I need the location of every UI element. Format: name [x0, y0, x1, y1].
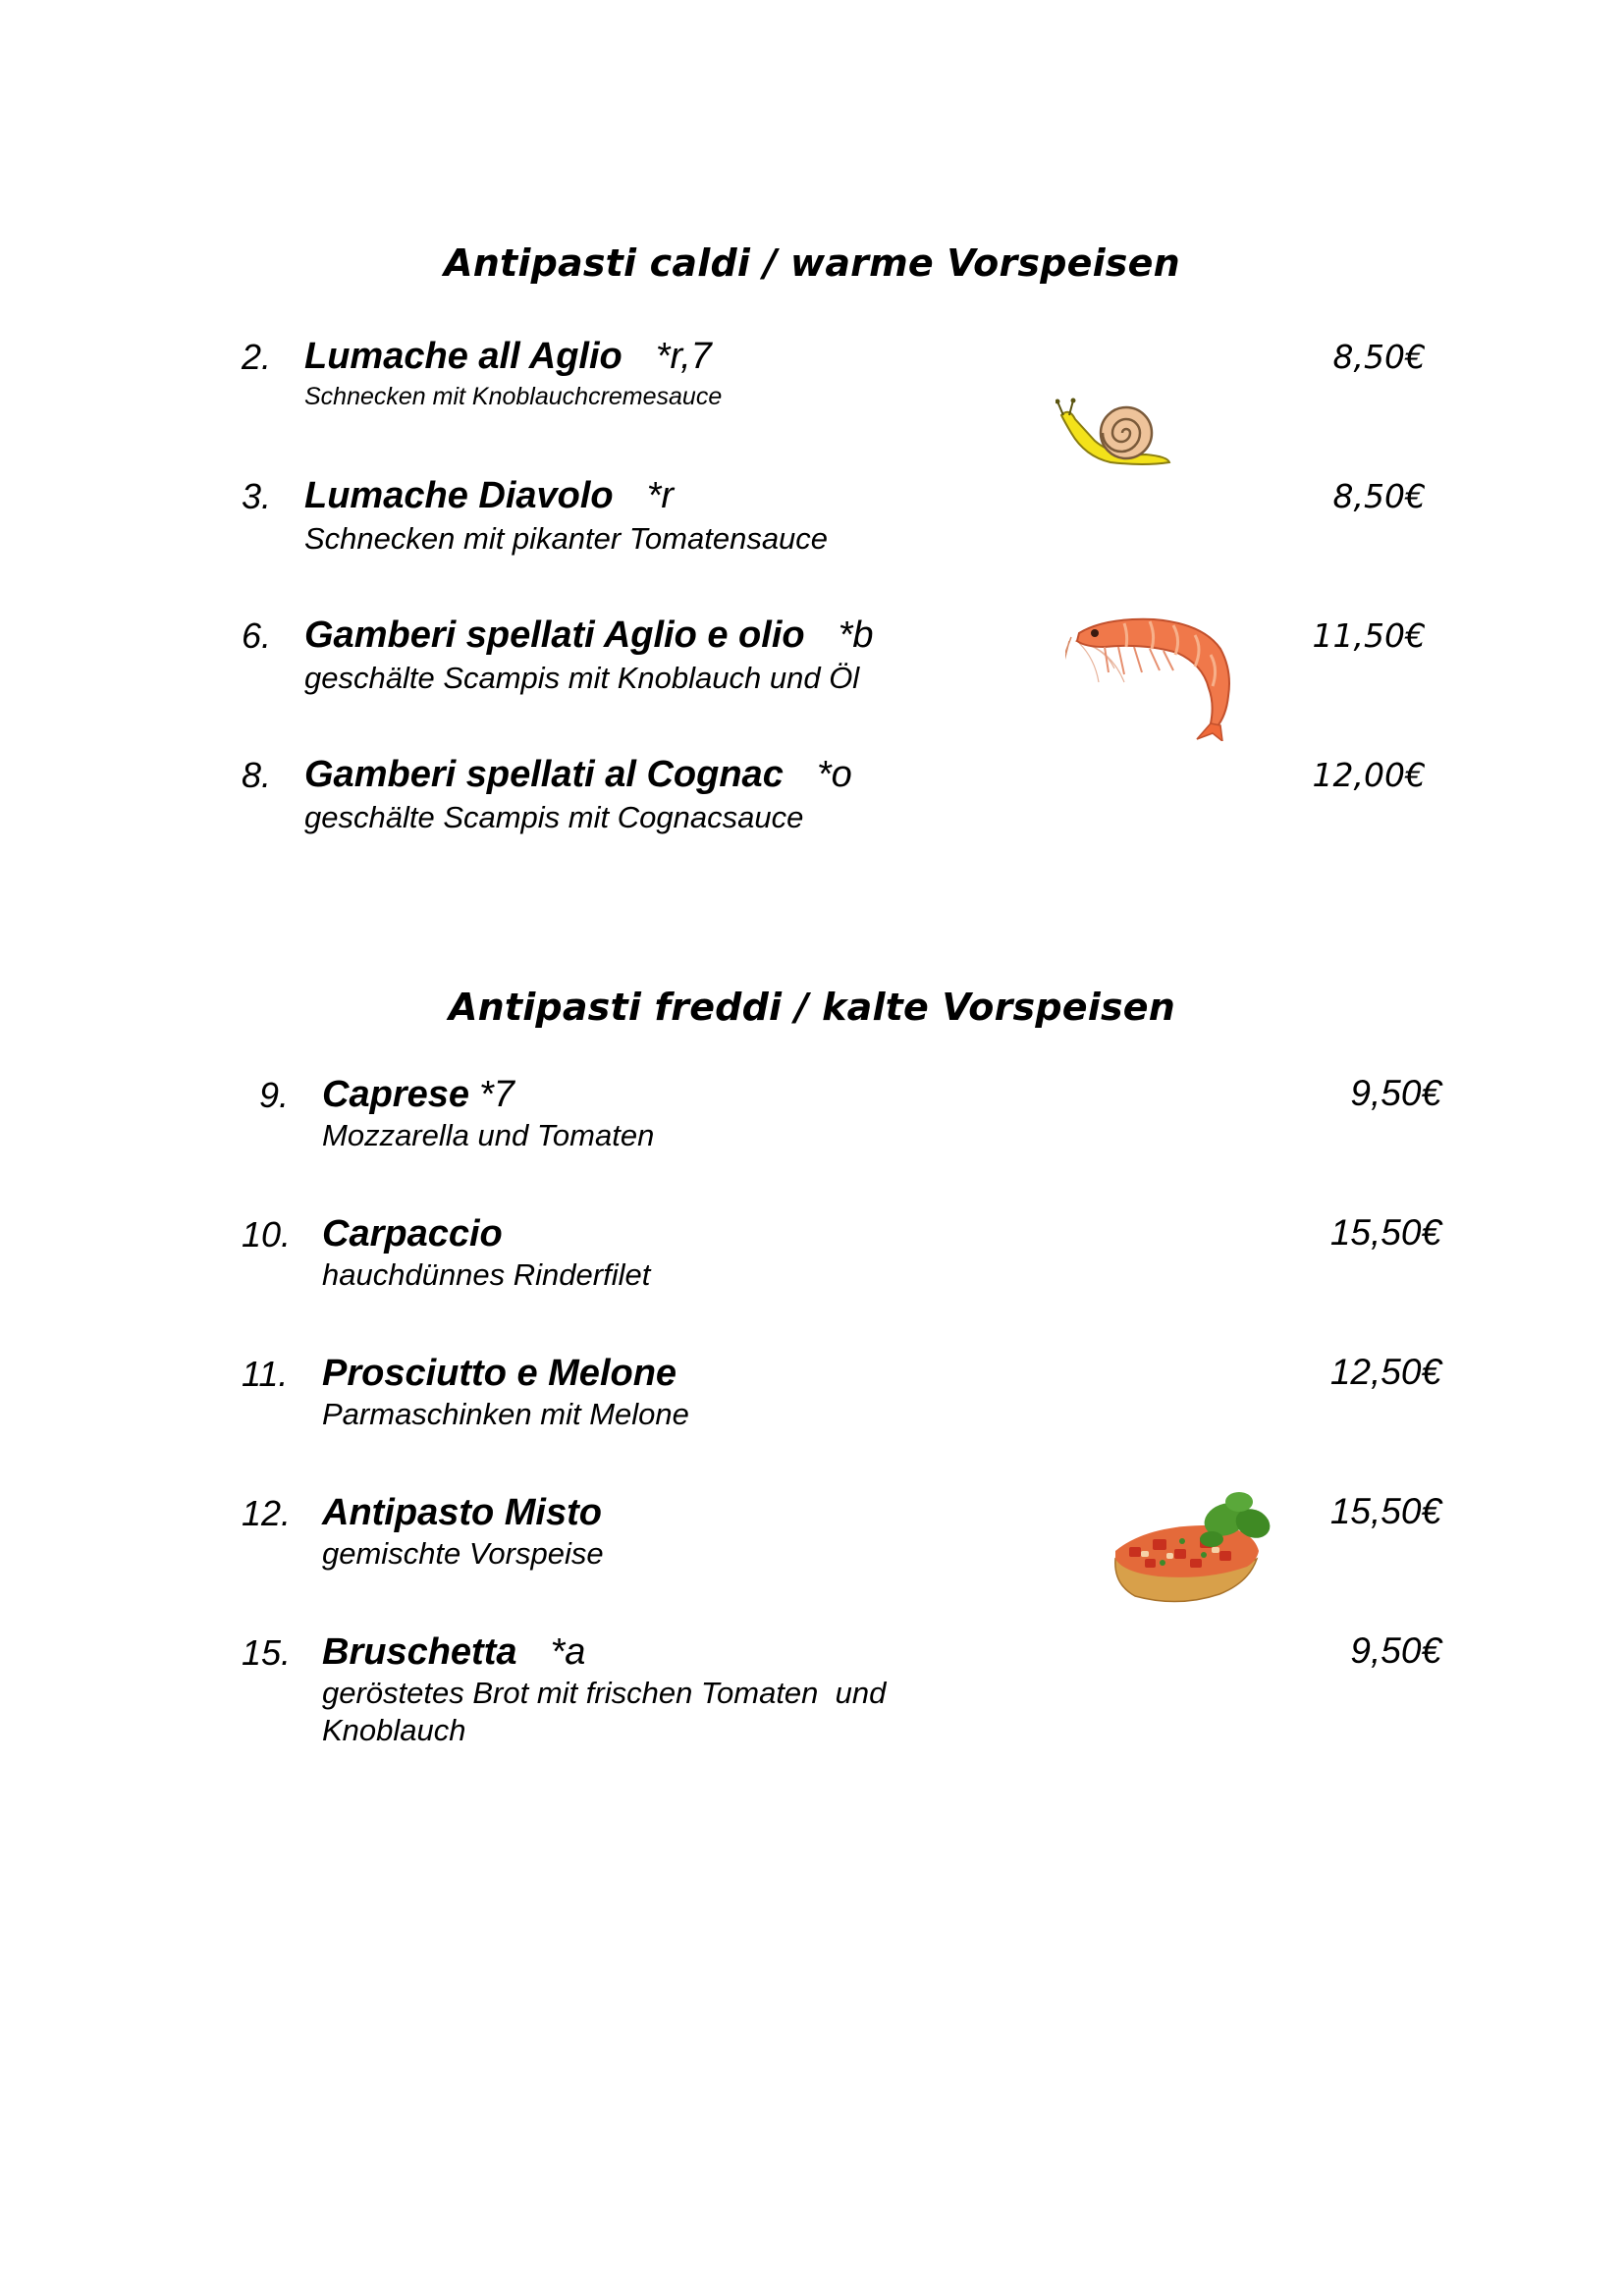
item-number: 12. [242, 1493, 292, 1533]
item-number: 2. [242, 337, 272, 377]
item-description-continued: Knoblauch [322, 1713, 466, 1747]
item-title [304, 754, 852, 795]
item-name: Carpaccio [322, 1213, 503, 1255]
item-name: Antipasto Misto [322, 1492, 602, 1533]
item-description: hauchdünnes Rinderfilet [322, 1257, 651, 1292]
item-name: Lumache all Aglio [304, 336, 623, 377]
item-title [322, 1631, 585, 1673]
item-description: geschälte Scampis mit Knoblauch und Öl [304, 661, 860, 695]
item-price: 8,50€ [1332, 477, 1426, 515]
item-name: Prosciutto e Melone [322, 1353, 677, 1394]
item-code: *r [646, 475, 675, 516]
item-description: gemischte Vorspeise [322, 1536, 604, 1571]
item-description: Parmaschinken mit Melone [322, 1397, 689, 1431]
item-code: *r,7 [655, 336, 712, 377]
item-price: 8,50€ [1332, 338, 1426, 376]
item-price: 9,50€ [1350, 1073, 1441, 1113]
item-price: 9,50€ [1350, 1630, 1441, 1671]
item-description: Mozzarella und Tomaten [322, 1118, 655, 1152]
item-price: 15,50€ [1329, 1212, 1441, 1253]
item-name: Lumache Diavolo [304, 475, 614, 516]
section-heading-warm: Antipasti caldi / warme Vorspeisen [444, 241, 1180, 285]
item-price: 12,50€ [1329, 1352, 1441, 1392]
item-title [304, 614, 874, 656]
item-number: 8. [242, 755, 272, 795]
item-name: Caprese [322, 1074, 469, 1115]
item-title [322, 1213, 503, 1255]
shrimp-illustration [1065, 614, 1247, 741]
item-title [322, 1074, 514, 1115]
item-code: *o [816, 754, 852, 795]
item-number: 9. [259, 1075, 290, 1115]
item-code: *a [550, 1631, 586, 1673]
item-name: Gamberi spellati Aglio e olio [304, 614, 805, 656]
item-number: 3. [242, 476, 272, 516]
item-title [322, 1353, 677, 1394]
item-description: Schnecken mit pikanter Tomatensauce [304, 521, 829, 556]
item-name: Bruschetta [322, 1631, 517, 1673]
section-heading-cold: Antipasti freddi / kalte Vorspeisen [448, 986, 1175, 1029]
item-description: geröstetes Brot mit frischen Tomaten und [322, 1676, 887, 1710]
item-description: geschälte Scampis mit Cognacsauce [304, 800, 804, 834]
item-number: 6. [242, 615, 272, 656]
item-price: 15,50€ [1329, 1491, 1441, 1531]
item-name: Gamberi spellati al Cognac [304, 754, 784, 795]
item-code: *b [838, 614, 874, 656]
item-number: 15. [242, 1632, 292, 1673]
item-title [304, 336, 712, 377]
snail-illustration [1056, 398, 1173, 466]
item-title [322, 1492, 602, 1533]
item-number: 10. [242, 1214, 292, 1255]
bruschetta-illustration [1110, 1490, 1281, 1608]
item-title [304, 475, 674, 516]
item-description: Schnecken mit Knoblauchcremesauce [304, 383, 723, 410]
item-code: *7 [478, 1074, 514, 1115]
item-number: 11. [242, 1354, 289, 1394]
item-price: 12,00€ [1312, 756, 1426, 794]
item-price: 11,50€ [1312, 616, 1426, 655]
